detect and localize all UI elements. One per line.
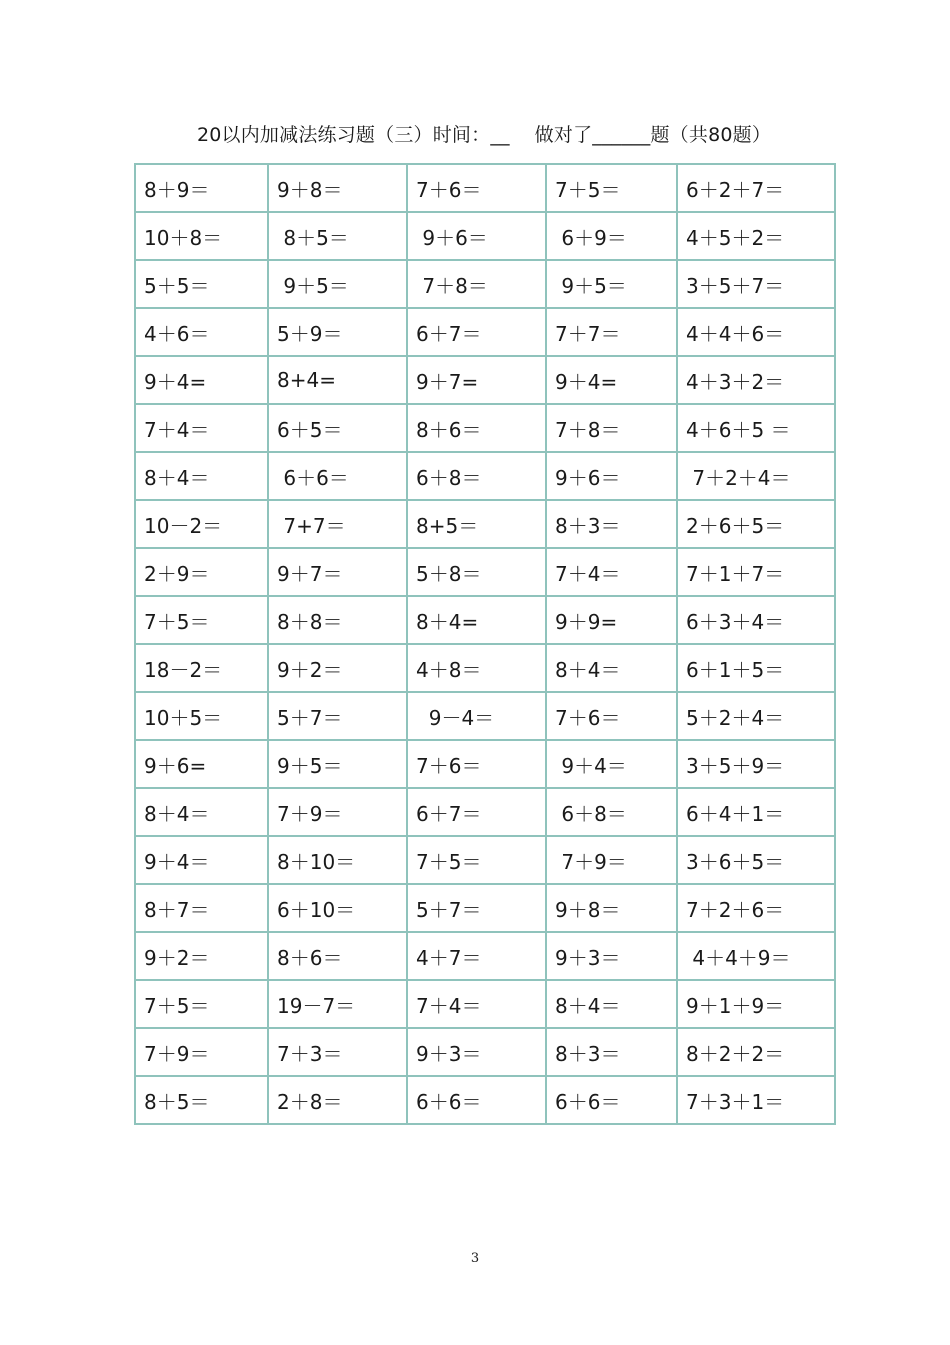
problem-cell: 9＋6= — [135, 740, 268, 788]
table-row — [135, 1076, 835, 1124]
problem-cell: 6＋8＝ — [407, 452, 546, 500]
problem-cell: 7＋3＋1＝ — [677, 1076, 835, 1124]
table-row — [135, 692, 835, 740]
problem-cell: 18－2＝ — [135, 644, 268, 692]
problem-cell: 9＋3＝ — [407, 1028, 546, 1076]
table-row — [135, 980, 835, 1028]
problem-cell: 9＋7＝ — [268, 548, 407, 596]
problem-cell: 7＋2＋6＝ — [677, 884, 835, 932]
problem-cell: 7＋1＋7＝ — [677, 548, 835, 596]
problem-cell: 8＋3＝ — [546, 1028, 677, 1076]
table-row — [135, 788, 835, 836]
table-row — [135, 212, 835, 260]
worksheet-title: 20以内加减法练习题（三）时间：__ 做对了______题（共80题） — [196, 124, 772, 146]
problem-cell: 7＋3＝ — [268, 1028, 407, 1076]
problem-cell: 9＋5＝ — [268, 260, 407, 308]
table-row — [135, 836, 835, 884]
problem-cell: 7＋5＝ — [135, 980, 268, 1028]
problem-cell: 6＋7＝ — [407, 788, 546, 836]
problem-cell: 9＋7= — [407, 356, 546, 404]
problem-cell: 9＋4= — [135, 356, 268, 404]
problem-cell: 6＋8＝ — [546, 788, 677, 836]
problem-cell: 9＋6＝ — [546, 452, 677, 500]
problem-cell: 9＋9= — [546, 596, 677, 644]
problem-cell: 6＋7＝ — [407, 308, 546, 356]
problem-cell: 6＋9＝ — [546, 212, 677, 260]
problem-cell: 3＋6＋5＝ — [677, 836, 835, 884]
table-row — [135, 452, 835, 500]
problem-cell: 6＋2＋7＝ — [677, 164, 835, 212]
problem-cell: 8＋6＝ — [407, 404, 546, 452]
problem-cell: 6＋6＝ — [268, 452, 407, 500]
table-row — [135, 164, 835, 212]
problem-cell: 2＋6＋5＝ — [677, 500, 835, 548]
problem-cell: 10＋8＝ — [135, 212, 268, 260]
problem-cell: 9＋8＝ — [268, 164, 407, 212]
problem-cell: 3＋5＋9＝ — [677, 740, 835, 788]
problem-cell: 9＋3＝ — [546, 932, 677, 980]
table-row — [135, 644, 835, 692]
table-row — [135, 356, 835, 404]
table-row — [135, 884, 835, 932]
table-row — [135, 932, 835, 980]
problem-cell: 7＋6＝ — [407, 164, 546, 212]
problem-cell: 7＋7＝ — [546, 308, 677, 356]
problem-cell: 4＋6＝ — [135, 308, 268, 356]
problem-cell: 7＋4＝ — [135, 404, 268, 452]
page-number: 3 — [470, 1251, 480, 1266]
problem-cell: 4＋8＝ — [407, 644, 546, 692]
problem-cell: 7＋4＝ — [546, 548, 677, 596]
problem-cell: 7＋9＝ — [268, 788, 407, 836]
problem-cell: 6＋6＝ — [546, 1076, 677, 1124]
problem-cell: 8＋5＝ — [135, 1076, 268, 1124]
problem-cell: 10＋5＝ — [135, 692, 268, 740]
problem-cell: 19－7＝ — [268, 980, 407, 1028]
problem-cell: 2＋9＝ — [135, 548, 268, 596]
problem-cell: 8+4= — [268, 356, 407, 404]
problem-cell: 9＋5＝ — [268, 740, 407, 788]
problem-cell: 4＋4＋6＝ — [677, 308, 835, 356]
problem-cell: 9＋4= — [546, 356, 677, 404]
problem-cell: 7＋4＝ — [407, 980, 546, 1028]
problem-cell: 8+5＝ — [407, 500, 546, 548]
problem-cell: 9＋8＝ — [546, 884, 677, 932]
problem-cell: 7＋5＝ — [135, 596, 268, 644]
table-row — [135, 260, 835, 308]
problem-cell: 8＋4＝ — [546, 980, 677, 1028]
table-row — [135, 1028, 835, 1076]
problem-cell: 10－2＝ — [135, 500, 268, 548]
problem-cell: 9＋4＝ — [135, 836, 268, 884]
problem-cell: 5＋8＝ — [407, 548, 546, 596]
problem-cell: 9＋2＝ — [135, 932, 268, 980]
table-row — [135, 500, 835, 548]
problem-cell: 5＋9＝ — [268, 308, 407, 356]
problem-cell: 5＋7＝ — [268, 692, 407, 740]
problem-cell: 8＋4＝ — [546, 644, 677, 692]
problem-cell: 5＋7＝ — [407, 884, 546, 932]
problem-cell: 7+7＝ — [268, 500, 407, 548]
problem-cell: 5＋5＝ — [135, 260, 268, 308]
problem-cell: 7＋8＝ — [546, 404, 677, 452]
problem-cell: 9＋2＝ — [268, 644, 407, 692]
problem-cell: 6＋5＝ — [268, 404, 407, 452]
problem-cell: 6＋10＝ — [268, 884, 407, 932]
problem-table-body — [135, 164, 835, 1124]
problem-cell: 8＋6＝ — [268, 932, 407, 980]
table-row — [135, 596, 835, 644]
problem-cell: 7＋5＝ — [407, 836, 546, 884]
problem-cell: 7＋2＋4＝ — [677, 452, 835, 500]
problem-cell: 4＋5＋2＝ — [677, 212, 835, 260]
problem-cell: 6＋3＋4＝ — [677, 596, 835, 644]
table-row — [135, 404, 835, 452]
problem-cell: 9＋4＝ — [546, 740, 677, 788]
problem-cell: 9＋1＋9＝ — [677, 980, 835, 1028]
table-row — [135, 548, 835, 596]
problem-cell: 6＋4＋1＝ — [677, 788, 835, 836]
problem-cell: 8＋4＝ — [135, 452, 268, 500]
table-row — [135, 308, 835, 356]
problem-cell: 8＋9＝ — [135, 164, 268, 212]
problem-cell: 7＋8＝ — [407, 260, 546, 308]
problem-cell: 3＋5＋7＝ — [677, 260, 835, 308]
problem-cell: 8＋4= — [407, 596, 546, 644]
problem-cell: 9＋6＝ — [407, 212, 546, 260]
problem-cell: 6＋6＝ — [407, 1076, 546, 1124]
problem-table — [134, 163, 836, 1125]
problem-cell: 7＋9＝ — [546, 836, 677, 884]
problem-cell: 7＋5＝ — [546, 164, 677, 212]
table-row — [135, 740, 835, 788]
problem-cell: 6＋1＋5＝ — [677, 644, 835, 692]
problem-cell: 8＋8＝ — [268, 596, 407, 644]
problem-cell: 7＋9＝ — [135, 1028, 268, 1076]
problem-cell: 8＋2＋2＝ — [677, 1028, 835, 1076]
problem-cell: 8＋7＝ — [135, 884, 268, 932]
problem-cell: 7＋6＝ — [407, 740, 546, 788]
problem-cell: 5＋2＋4＝ — [677, 692, 835, 740]
problem-cell: 4＋4＋9＝ — [677, 932, 835, 980]
problem-cell: 8＋10＝ — [268, 836, 407, 884]
problem-cell: 8＋3＝ — [546, 500, 677, 548]
problem-cell: 4＋3＋2＝ — [677, 356, 835, 404]
problem-cell: 2＋8＝ — [268, 1076, 407, 1124]
problem-cell: 7＋6＝ — [546, 692, 677, 740]
problem-cell: 9－4＝ — [407, 692, 546, 740]
problem-cell: 4＋7＝ — [407, 932, 546, 980]
problem-cell: 8＋4＝ — [135, 788, 268, 836]
problem-cell: 9＋5＝ — [546, 260, 677, 308]
problem-cell: 4＋6＋5 ＝ — [677, 404, 835, 452]
problem-cell: 8＋5＝ — [268, 212, 407, 260]
